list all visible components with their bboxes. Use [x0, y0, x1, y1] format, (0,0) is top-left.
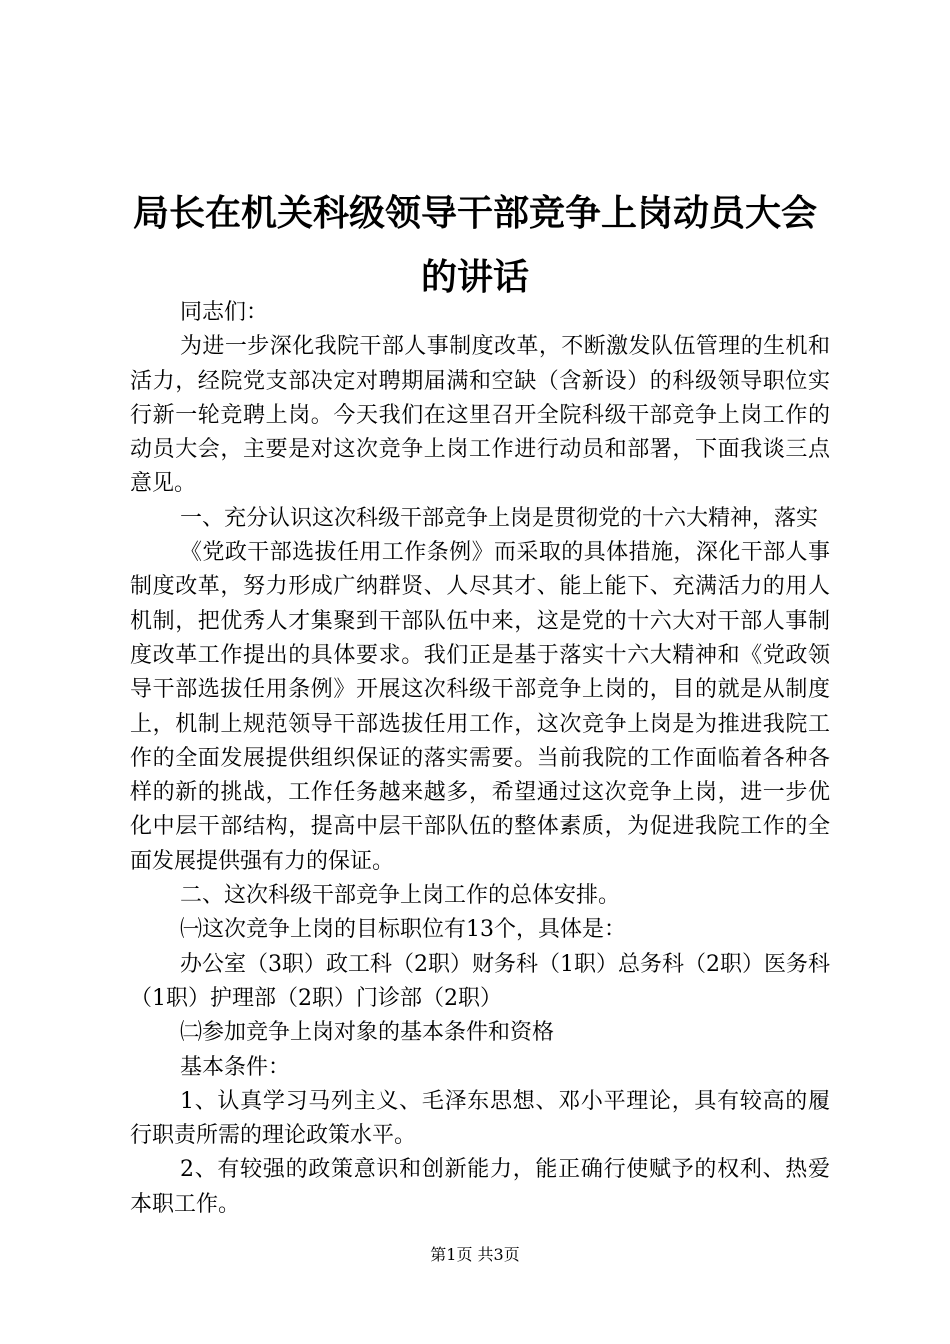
page-footer: 第1页 共3页 — [430, 1245, 520, 1264]
paragraph-position-list: 办公室（3职）政工科（2职）财务科（1职）总务科（2职）医务科（1职）护理部（2职）门诊部（2职） — [130, 951, 830, 1011]
paragraph-eligibility-heading: ㈡参加竞争上岗对象的基本条件和资格 — [180, 1020, 555, 1046]
document-title: 局长在机关科级领导干部竞争上岗动员大会的讲话 — [132, 193, 817, 298]
paragraph-intro: 为进一步深化我院干部人事制度改革，不断激发队伍管理的生机和活力，经院党支部决定对聘期届满和空缺（含新设）的科级领导职位实行新一轮竞聘上岗。今天我们在这里召开全院科级干部竞争上岗工作的动员大会，主要是对这次竞争上岗工作进行动员和部署，下面我谈三点意见。 — [130, 334, 830, 497]
paragraph-section-2-heading: 二、这次科级干部竞争上岗工作的总体安排。 — [180, 883, 621, 909]
paragraph-condition-1: 1、认真学习马列主义、毛泽东思想、邓小平理论，具有较高的履行职责所需的理论政策水平。 — [130, 1088, 830, 1149]
paragraph-basic-conditions-label: 基本条件： — [180, 1054, 291, 1080]
document-body — [130, 296, 830, 1222]
paragraph-section-1-heading: 一、充分认识这次科级干部竞争上岗是贯彻党的十六大精神，落实 — [180, 505, 819, 531]
paragraph-salutation: 同志们： — [180, 300, 269, 325]
paragraph-section-1-body: 《党政干部选拔任用工作条例》而采取的具体措施，深化干部人事制度改革，努力形成广纳群贤、人尽其才、能上能下、充满活力的用人机制，把优秀人才集聚到干部队伍中来，这是党的十六大对干部人事制度改革工作提出的具体要求。我们正是基于落实十六大精神和《党政领导干部选拔任用条例》开展这次科级干部竞争上岗的，目的就是从制度上，机制上规范领导干部选拔任用工作，这次竞争上岗是为推进我院工作的全面发展提供组织保证的落实需要。当前我院的工作面临着各种各样的新的挑战，工作任务越来越多，希望通过这次竞争上岗，进一步优化中层干部结构，提高中层干部队伍的整体素质，为促进我院工作的全面发展提供强有力的保证。 — [130, 540, 830, 874]
paragraph-target-positions: ㈠这次竞争上岗的目标职位有13个，具体是： — [180, 917, 626, 943]
paragraph-condition-2: 2、有较强的政策意识和创新能力，能正确行使赋予的权利、热爱本职工作。 — [130, 1157, 830, 1217]
